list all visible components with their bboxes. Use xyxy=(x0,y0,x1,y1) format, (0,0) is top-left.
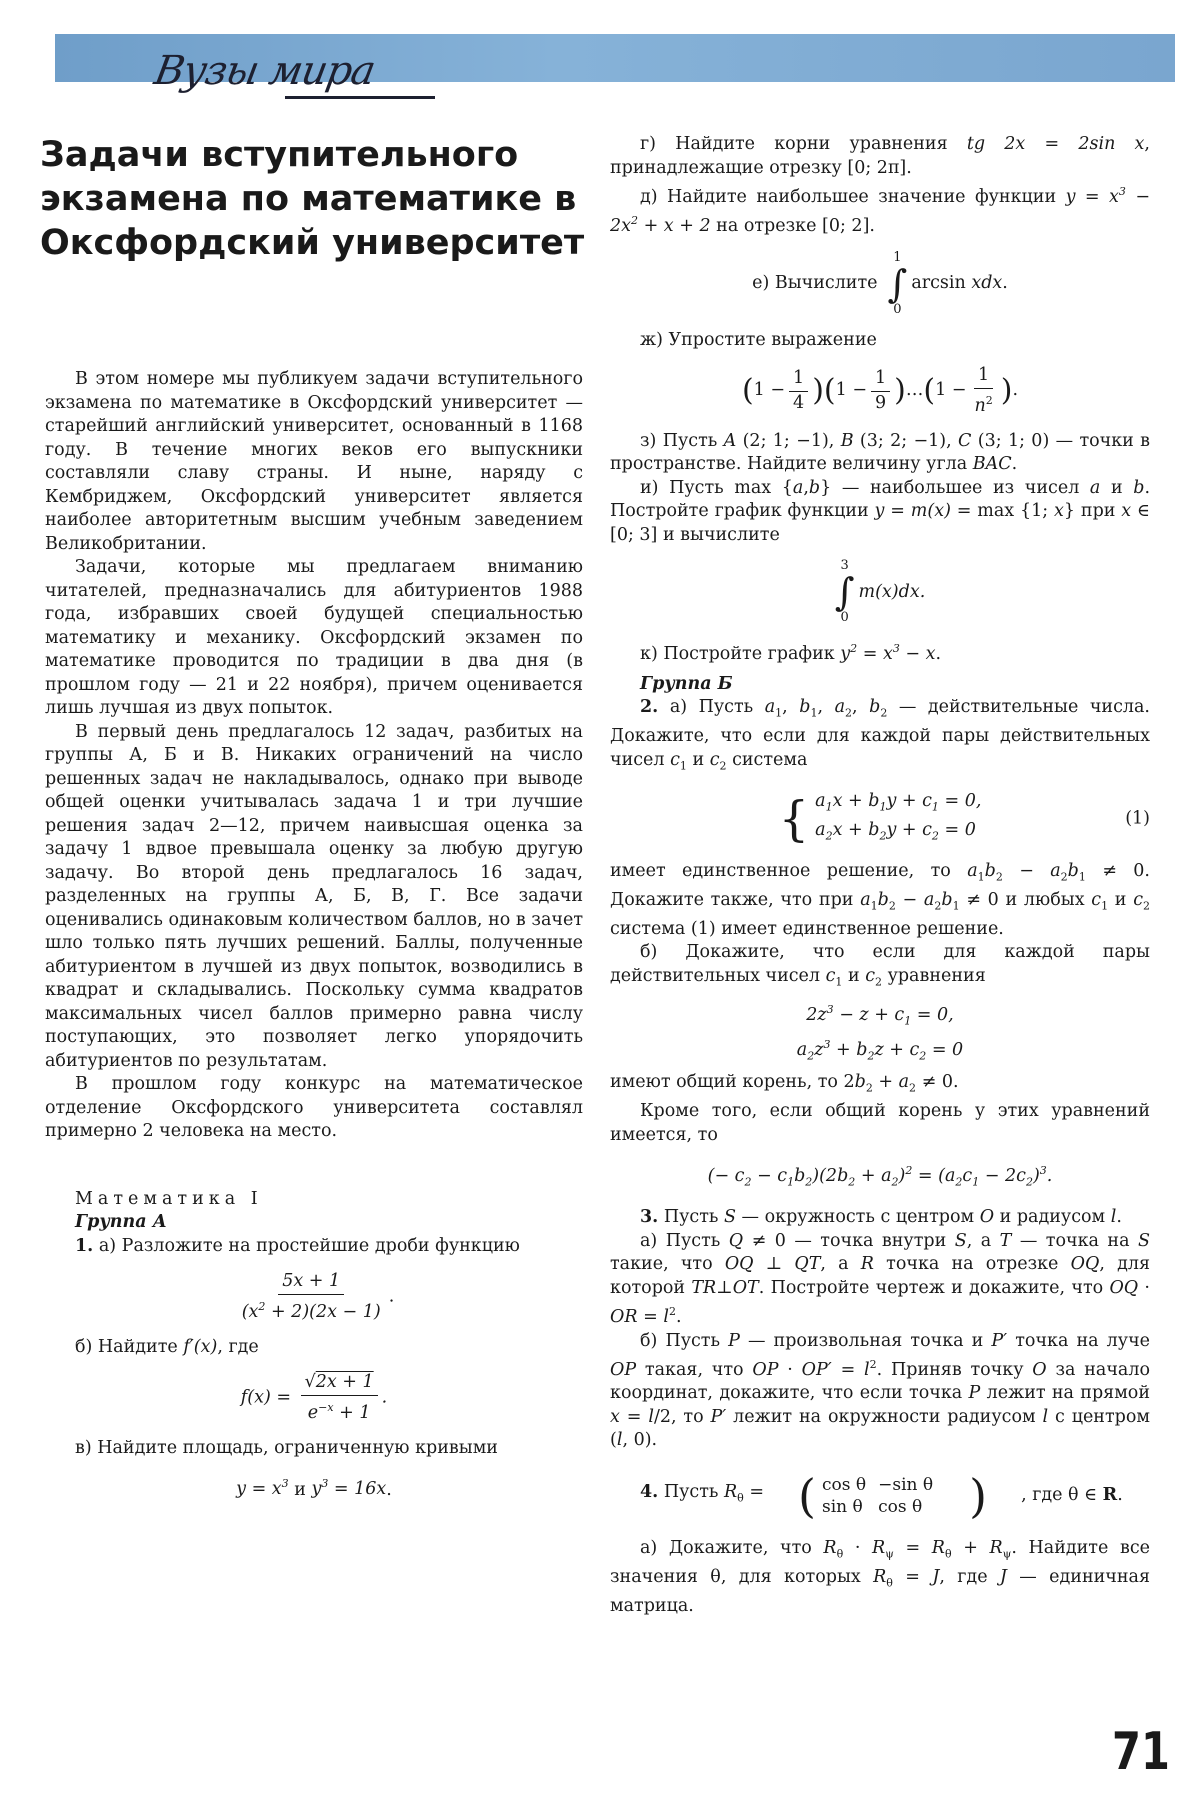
problem-1z: з) Пусть A (2; 1; −1), B (3; 2; −1), C (3; 1; 0) — точки в пространстве. Найдите величину угла BAC. xyxy=(610,430,1151,475)
problem-1k: к) Постройте график $y^2 = x^3 - x$. xyxy=(640,642,942,665)
formula-product: ( 1 − $\frac{1}{4}$ ) ( 1 − $\frac{1}{9}$ ) … ( 1 − $\frac{1}{n^2}$ ) . xyxy=(741,365,1019,416)
problem-2a-cont: имеет единственное решение, то $a_1b_2 - a_2b_1 \ne 0$. Докажите также, что при $a_1b_2 - a_2b_1 \ne 0$ и любых $c_1$ и $c_2$ система (1) имеет единственное решение. xyxy=(610,860,1150,939)
problem-4: 4. Пусть $R_\theta$ = ( cos θ −sin θ sin θ cos θ ) , где θ ∈ R. xyxy=(640,1468,1123,1523)
problem-2a: 2. а) Пусть $a_1$, $b_1$, $a_2$, $b_2$ — действительные числа. Докажите, что если для каждой пары действительных чисел $c_1$ и $c_2$ система xyxy=(610,697,1150,773)
article-title: Задачи вступительного экзамена по математике в Оксфордский университет xyxy=(40,135,585,263)
problem-3: 3. Пусть S — окружность с центром O и радиусом l. xyxy=(640,1207,1122,1228)
formula-integral-m: 3 ∫ 0 m(x)dx. xyxy=(834,558,926,626)
problem-1b: б) Найдите f′(x), где f(x) = $\frac{√2x + 1}{e^{-x} + 1}$ . xyxy=(45,1336,583,1425)
formula-cubic-system: $2z^3 - z + c_1 = 0$, $a_2z^3 + b_2z + c_2 = 0$ xyxy=(796,1002,964,1062)
intro-paragraph-2: Задачи, которые мы предлагаем вниманию читателей, предназначались для абитуриентов 1988 года, избравших своей будущей специальностью математику и механику. Оксфордский экзамен по математике проводится по традиции в два дня (в прошлом году — 21 и 22 ноября), причем оценивается лишь лучшая из двух попыток. xyxy=(45,557,583,718)
problem-1a: 1. а) Разложите на простейшие дроби функцию $\frac{5x + 1}{(x^2 + 2)(2x - 1)}$ . xyxy=(45,1235,583,1324)
intro-paragraph-4: В прошлом году конкурс на математическое отделение Оксфордского университета составлял примерно 2 человека на место. xyxy=(45,1074,583,1141)
formula-curves: $y = x^3$ и $y^3 = 16x$. xyxy=(236,1477,392,1500)
problem-3b: б) Пусть P — произвольная точка и P′ точка на луче OP такая, что OP · $OP' = l^2$. Приняв точку O за начало координат, докажите, что если точка P лежит на прямой x = l/2, то P′ лежит на окружности радиусом l с центром (l, 0). xyxy=(610,1330,1151,1451)
rotation-matrix: ( cos θ −sin θ sin θ cos θ ) xyxy=(798,1468,988,1523)
problem-3a: а) Пусть Q ≠ 0 — точка внутри S, а T — точка на S такие, что OQ ⊥ QT, а R точка на отрезке OQ, для которой TR⊥OT. Постройте чертеж и докажите, что OQ · OR = $l^2$. xyxy=(610,1230,1150,1328)
problem-2b-cont: имеют общий корень, то $2b_2 + a_2 \ne 0$. xyxy=(610,1072,959,1095)
formula-partial-fractions: $\frac{5x + 1}{(x^2 + 2)(2x - 1)}$ . xyxy=(241,1271,395,1322)
problem-1zh: ж) Упростите выражение xyxy=(640,329,877,350)
intro-paragraph-1: В этом номере мы публикуем задачи вступительного экзамена по математике в Оксфордский университет — старейший английский университет, основанный в 1168 году. В течение многих веков его выпускники составляли славу страны. И ныне, наряду с Кембриджем, Оксфордский университет является наиболее авторитетным высшим учебным заведением Великобритании. xyxy=(45,369,583,554)
problem-4a: а) Докажите, что $R_\theta \cdot R_\psi = R_\theta + R_\psi$. Найдите все значения θ, для которых $R_\theta = J$, где J — единичная матрица. xyxy=(610,1537,1150,1616)
formula-common-root: (− $c_2 - c_1b_2)(2b_2 + a_2)^2 = (a_2c_1 - 2c_2)^3$. xyxy=(707,1164,1053,1189)
problem-2b-cont2: Кроме того, если общий корень у этих уравнений имеется, то xyxy=(610,1101,1150,1145)
rubric-banner xyxy=(55,34,1175,94)
formula-system-1: { $a_1x + b_1y + c_1 = 0$, $a_2x + b_2y + c_2 = 0$ (1) xyxy=(778,790,1150,847)
problem-2b: б) Докажите, что если для каждой пары действительных чисел $c_1$ и $c_2$ уравнения xyxy=(610,942,1150,989)
left-column xyxy=(45,368,583,1514)
group-a-heading: Группа А xyxy=(75,1212,167,1232)
problem-1v: в) Найдите площадь, ограниченную кривыми $y = x^3$ и $y^3 = 16x$. xyxy=(45,1437,583,1502)
problem-1i: и) Пусть max {a,b} — наибольшее из чисел a и b. Постройте график функции y = m(x) = max {1; x} при x ∈ [0; 3] и вычислите xyxy=(610,477,1151,545)
formula-derivative: f(x) = $\frac{√2x + 1}{e^{-x} + 1}$ . xyxy=(240,1372,388,1423)
problem-1g: г) Найдите корни уравнения tg 2x = 2sin x, принадлежащие отрезку [0; 2π]. xyxy=(610,134,1150,178)
problem-1d: д) Найдите наибольшее значение функции $y = x^3 - 2x^2 + x + 2$ на отрезке [0; 2]. xyxy=(610,185,1151,237)
rubric-underline xyxy=(285,96,435,99)
rubric-title: Вузы мира xyxy=(150,48,379,94)
right-column xyxy=(610,133,1150,1618)
intro-paragraph-3: В первый день предлагалось 12 задач, разбитых на группы А, Б и В. Никаких ограничений на число решенных задач не накладывалось, однако при выводе общей оценки учитывалась задача 1 и три лучшие решения задач 2—12, причем наивысшая оценка за задачу 1 вдвое превышала оценку за любую другую задачу. Во второй день предлагалось 16 задач, разделенных на группы А, Б, В, Г. Все задачи оценивались одинаковым количеством баллов, но в зачет шло только пять лучших решений. Баллы, полученные абитуриентом в лучшей из двух попыток, возводились в квадрат и складывались. Поскольку сумма квадратов максимальных чисел баллов примерно равна числу поступающих, это позволяет легко упорядочить абитуриентов по результатам. xyxy=(45,721,583,1071)
problem-1e: е) Вычислите 1 ∫ 0 arcsin xdx. xyxy=(752,249,1008,317)
group-b-heading: Группа Б xyxy=(640,673,733,694)
page-number: 71 xyxy=(1112,1722,1170,1782)
section-heading: Математика I xyxy=(75,1188,263,1209)
